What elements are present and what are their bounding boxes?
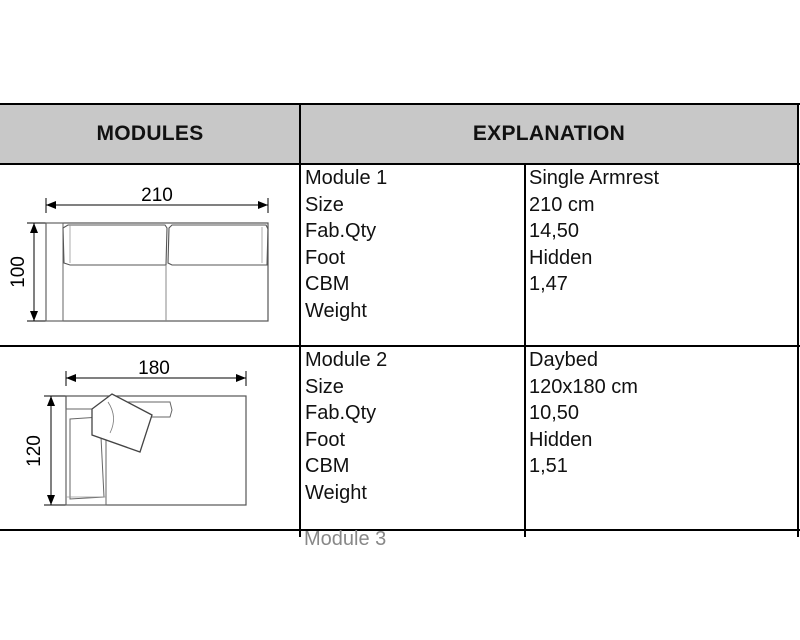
table-border-right bbox=[797, 103, 799, 537]
module-1-drawing bbox=[0, 165, 299, 345]
module-2-labels bbox=[305, 347, 387, 506]
label-module: Module 1 bbox=[305, 167, 388, 189]
label-size: Size bbox=[305, 375, 344, 398]
value-size: 210 cm bbox=[529, 193, 595, 216]
value-foot: Hidden bbox=[529, 428, 593, 451]
next-row-clipped bbox=[300, 528, 800, 550]
module-1-width-label: 210 bbox=[141, 185, 173, 206]
label-cbm: CBM bbox=[305, 455, 350, 477]
value-size: 120x180 cm bbox=[529, 375, 638, 398]
col-divider-modules bbox=[299, 103, 301, 537]
value-fab-qty: 14,50 bbox=[529, 220, 580, 242]
module-1-depth-label: 100 bbox=[8, 256, 29, 288]
value-cbm: 1,47 bbox=[529, 273, 568, 295]
value-fab-qty: 10,50 bbox=[529, 402, 580, 424]
module-2-values bbox=[529, 347, 638, 506]
value-foot: Hidden bbox=[529, 246, 593, 269]
value-weight bbox=[529, 298, 659, 325]
label-module: Module 2 bbox=[305, 349, 388, 371]
module-2-width-label: 180 bbox=[138, 358, 170, 379]
module-2-depth-label: 120 bbox=[24, 435, 45, 467]
header-modules: MODULES bbox=[96, 122, 204, 145]
label-size: Size bbox=[305, 193, 344, 216]
label-fab-qty: Fab.Qty bbox=[305, 402, 377, 424]
label-foot: Foot bbox=[305, 428, 346, 451]
next-row-label: Module 3 bbox=[304, 528, 387, 550]
col-divider-values bbox=[524, 164, 526, 537]
label-cbm: CBM bbox=[305, 273, 350, 295]
value-type: Daybed bbox=[529, 349, 598, 371]
module-2-drawing bbox=[0, 347, 299, 529]
label-weight: Weight bbox=[305, 481, 367, 504]
header-explanation: EXPLANATION bbox=[472, 122, 626, 145]
value-type: Single Armrest bbox=[529, 167, 660, 189]
value-weight bbox=[529, 480, 638, 507]
value-cbm: 1,51 bbox=[529, 455, 568, 477]
label-weight: Weight bbox=[305, 299, 367, 322]
module-1-labels bbox=[305, 165, 387, 324]
table-border-top bbox=[0, 103, 800, 105]
label-fab-qty: Fab.Qty bbox=[305, 220, 377, 242]
module-1-values bbox=[529, 165, 659, 324]
label-foot: Foot bbox=[305, 246, 346, 269]
